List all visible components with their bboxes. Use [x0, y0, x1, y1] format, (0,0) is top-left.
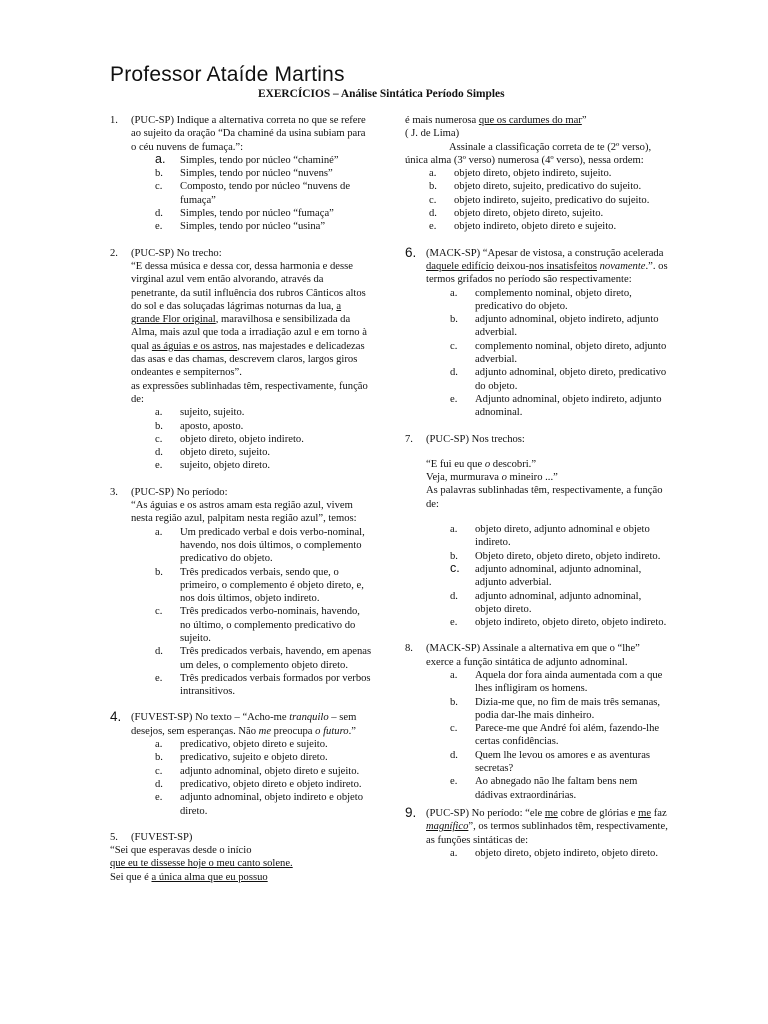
option-text: objeto direto, objeto indireto, sujeito.: [454, 168, 612, 180]
question-4: [110, 711, 372, 817]
options-list: [426, 669, 670, 802]
option-text: Um predicado verbal e dois verbo-nominal, havendo, nos dois últimos, o complemento predicativo do objeto.: [180, 526, 365, 565]
question-instruction: as expressões sublinhadas têm, respectivamente, função de:: [131, 380, 368, 405]
option: [405, 220, 670, 233]
option: [131, 778, 372, 791]
option-letter: d.: [155, 778, 163, 790]
option: [426, 366, 670, 393]
option: [426, 590, 670, 617]
question-instruction: Assinale a classificação correta de te (2º verso), única alma (3º verso) numerosa (4º verso), nessa ordem:: [405, 141, 652, 166]
option-text: adjunto adnominal, objeto direto e sujeito.: [180, 765, 360, 777]
question-number: 4.: [110, 709, 122, 725]
option: [131, 459, 372, 472]
question-6: [405, 244, 670, 420]
option-letter: a.: [155, 526, 163, 538]
option-text: predicativo, sujeito e objeto direto.: [180, 752, 328, 764]
page-subtitle: EXERCÍCIOS – Análise Sintática Período Simples: [258, 88, 505, 100]
option: [131, 672, 372, 699]
spacer: [426, 511, 670, 523]
left-column: [110, 114, 372, 897]
option-letter: a.: [450, 669, 458, 681]
option-letter: d.: [155, 208, 163, 220]
question-instruction: As palavras sublinhadas têm, respectivamente, a função de:: [426, 485, 663, 510]
option: [426, 523, 670, 550]
italic-term: o: [484, 458, 491, 470]
option: [405, 167, 670, 180]
option-letter: d.: [155, 447, 163, 459]
italic-term: me: [258, 725, 272, 737]
question-number: 8.: [405, 643, 413, 655]
right-column: [405, 114, 670, 873]
underlined-term: magnífico: [426, 821, 469, 833]
option-text: predicativo, objeto direto e objeto indireto.: [180, 778, 362, 790]
question-stem: (PUC-SP) No período:: [131, 486, 228, 498]
options-list: [426, 287, 670, 420]
question-heading: [110, 831, 372, 844]
question-stem: [426, 247, 670, 287]
option: [131, 751, 372, 764]
options-list: [131, 526, 372, 699]
stem-text: .”. os termos grifados no período são respectivamente:: [426, 260, 668, 286]
stem-text: ”, os termos sublinhados têm, respectivamente, as funções sintáticas de:: [426, 821, 668, 846]
option: [131, 645, 372, 672]
option-letter: c.: [429, 194, 437, 206]
option: [131, 406, 372, 419]
option-letter: e.: [450, 776, 458, 788]
option-letter: b.: [450, 314, 458, 326]
option-text: Simples, tendo por núcleo “nuvens”: [180, 168, 333, 180]
question-9: [405, 804, 670, 860]
question-8: [405, 642, 670, 802]
option-text: objeto direto, sujeito.: [180, 447, 271, 459]
option-text: adjunto adnominal, objeto direto, predicativo do objeto.: [475, 367, 667, 392]
option-letter: b.: [155, 420, 163, 432]
quote-line: [426, 471, 670, 484]
stem-text: (PUC-SP) No período: “ele: [426, 807, 545, 819]
option-text: Dizia-me que, no fim de mais três semanas, podia dar-lhe mais dinheiro.: [475, 696, 661, 721]
option-text: objeto direto, objeto indireto.: [180, 433, 304, 445]
option-text: Ao abnegado não lhe faltam bens nem dádivas extraordinárias.: [475, 776, 638, 801]
option-letter: d.: [429, 208, 437, 220]
option-letter: a.: [155, 407, 163, 419]
question-number: 5.: [110, 831, 118, 843]
option-text: adjunto adnominal, adjunto adnominal, objeto direto.: [475, 590, 642, 615]
option-letter: e.: [155, 792, 163, 804]
option: [426, 749, 670, 776]
option: [426, 393, 670, 420]
question-stem: (PUC-SP) Indique a alternativa correta no que se refere ao sujeito da oração “Da chaminé da usina subiam para o céu nuvens de fumaça.”:: [131, 115, 366, 153]
option: [426, 287, 670, 314]
option-letter: a.: [429, 168, 437, 180]
italic-term: novamente: [599, 260, 646, 272]
option-letter: e.: [155, 221, 163, 233]
underlined-term: as águias e os astros: [151, 340, 238, 352]
option: [131, 420, 372, 433]
verse-text: é mais numerosa: [405, 115, 479, 126]
option-letter: a.: [450, 847, 458, 859]
option-text: objeto indireto, sujeito, predicativo do sujeito.: [454, 194, 650, 206]
question-number: 9.: [405, 804, 417, 820]
option-text: predicativo, objeto direto e sujeito.: [180, 739, 328, 751]
option-letter: b.: [155, 752, 163, 764]
stem-text: .”: [348, 725, 356, 737]
underlined-term: nos insatisfeitos: [528, 260, 597, 272]
option-text: Quem lhe levou os amores e as aventuras secretas?: [475, 749, 651, 775]
underlined-term: me: [544, 807, 558, 819]
option: [426, 313, 670, 340]
option-text: Três predicados verbais formados por verbos intransitivos.: [180, 672, 371, 698]
option-letter: b.: [155, 168, 163, 180]
option-letter: c.: [155, 181, 163, 193]
question-stem: (MACK-SP) Assinale a alternativa em que o “lhe” exerce a função sintática de adjunto adnominal.: [426, 643, 640, 668]
options-list: [131, 151, 372, 234]
option-text: Três predicados verbo-nominais, havendo, no último, o complemento predicativo do sujeito.: [180, 606, 360, 644]
option: [131, 566, 372, 606]
option: [426, 722, 670, 749]
option-text: sujeito, objeto direto.: [180, 460, 271, 472]
italic-term: o: [501, 472, 507, 484]
question-2: [110, 247, 372, 473]
option-letter: b.: [429, 181, 437, 193]
spacer: [426, 446, 670, 458]
quote-text: , maravilhosa e sensibilizada da Alma, mais azul que toda a irradiação azul e em torno à qual: [131, 314, 367, 352]
italic-term: tranquilo: [289, 712, 329, 724]
option-text: Composto, tendo por núcleo “nuvens de fumaça”: [180, 181, 351, 206]
stem-text: preocupa: [271, 725, 316, 737]
option: [426, 696, 670, 723]
italic-term: o futuro: [315, 725, 349, 737]
question-number: 2.: [110, 247, 118, 259]
option-letter: a.: [450, 287, 458, 299]
option-text: complemento nominal, objeto direto, predicativo do objeto.: [475, 287, 632, 312]
option-text: adjunto adnominal, objeto indireto, adjunto adverbial.: [475, 314, 659, 339]
stem-text: cobre de glórias e: [557, 807, 639, 819]
option-letter: d.: [450, 590, 458, 602]
stem-text: – sem desejos, sem esperanças. Não: [131, 712, 357, 737]
quote-text: “E dessa música e dessa cor, dessa harmonia e desse virginal azul vem então alvorando, através da penetrante, da sutil influência dos rubros Cânticos altos do sol e das soluçadas lágrimas noturnas da lua,: [131, 260, 366, 312]
verse-text: ”: [581, 115, 587, 126]
option-letter: c.: [155, 606, 163, 618]
option: [405, 194, 670, 207]
options-list: [131, 738, 372, 818]
question-quote: “As águias e os astros amam esta região azul, vivem nesta região azul, palpitam nesta região azul”, temos:: [131, 500, 357, 525]
option: [426, 560, 670, 590]
stem-text: (FUVEST-SP) No texto – “Acho-me: [131, 712, 290, 724]
option-text: Aquela dor fora ainda aumentada com a que lhes infligiram os homens.: [475, 669, 663, 695]
option: [426, 550, 670, 563]
option: [131, 220, 372, 233]
option-text: objeto indireto, objeto direto, objeto indireto.: [475, 617, 667, 629]
option-text: Três predicados verbais, havendo, em apenas um deles, o complemento objeto direto.: [180, 646, 372, 671]
option-text: objeto direto, objeto indireto, objeto direto.: [475, 847, 658, 859]
option-text: Três predicados verbais, sendo que, o primeiro, o complemento é objeto direto, e, nos dois últimos, objeto indireto.: [180, 566, 364, 605]
option-letter: a.: [155, 151, 166, 166]
option-text: Objeto direto, objeto direto, objeto indireto.: [475, 550, 661, 562]
option: [131, 180, 372, 207]
option-text: adjunto adnominal, objeto indireto e objeto direto.: [180, 792, 363, 817]
option: [131, 791, 372, 818]
option-text: objeto direto, sujeito, predicativo do sujeito.: [454, 181, 642, 193]
option-letter: e.: [429, 221, 437, 233]
option-text: aposto, aposto.: [180, 420, 244, 432]
option-letter: d.: [450, 749, 458, 761]
option: [426, 340, 670, 367]
underlined-term: daquele edifício: [426, 260, 494, 272]
quote-line: [426, 458, 670, 471]
question-quote: [131, 260, 372, 380]
option-text: Simples, tendo por núcleo “chaminé”: [180, 154, 339, 166]
option: [405, 180, 670, 193]
option: [426, 847, 670, 860]
option: [131, 207, 372, 220]
question-stem: (PUC-SP) Nos trechos:: [426, 433, 525, 445]
option: [131, 433, 372, 446]
verse-line: [405, 114, 670, 127]
question-5-continued: [405, 114, 670, 234]
question-number: 7.: [405, 433, 413, 445]
option-letter: b.: [155, 566, 163, 578]
option: [131, 738, 372, 751]
option-text: objeto direto, objeto direto, sujeito.: [454, 208, 604, 220]
option-text: Adjunto adnominal, objeto indireto, adjunto adnominal.: [475, 393, 662, 419]
question-7: [405, 433, 670, 630]
option-text: Simples, tendo por núcleo “fumaça”: [180, 208, 334, 220]
quote-text: , nas majestades e delicadezas das asas e das chamas, descrevem claros, largos giros ondeantes e sempiternos”.: [131, 340, 365, 379]
verse-line: [110, 871, 372, 884]
stem-text: faz: [651, 807, 667, 819]
quote-text: mineiro ...”: [506, 472, 558, 484]
option-text: Parece-me que André foi além, fazendo-lhe certas confidências.: [475, 723, 660, 748]
underlined-term: me: [638, 807, 652, 819]
underlined-term: a grande Flor original: [131, 300, 342, 326]
option-letter: d.: [155, 646, 163, 658]
option-letter: a.: [155, 739, 163, 751]
option-text: objeto indireto, objeto direto e sujeito.: [454, 221, 617, 233]
option-letter: a.: [450, 524, 458, 536]
question-stem: (PUC-SP) No trecho:: [131, 247, 222, 259]
option-letter: e.: [155, 460, 163, 472]
option-letter: c.: [450, 560, 460, 575]
option: [131, 167, 372, 180]
question-stem: [131, 711, 372, 738]
option-letter: e.: [450, 393, 458, 405]
quote-text: “E fui eu que: [426, 458, 485, 470]
option-letter: c.: [155, 433, 163, 445]
option-letter: d.: [450, 367, 458, 379]
option-letter: e.: [450, 617, 458, 629]
option: [426, 669, 670, 696]
option-text: Simples, tendo por núcleo “usina”: [180, 221, 326, 233]
question-number: 3.: [110, 486, 118, 498]
quote-text: descobri.”: [490, 458, 537, 470]
option: [426, 616, 670, 629]
verse-line: que eu te dissesse hoje o meu canto solene.: [110, 858, 293, 870]
option: [131, 605, 372, 645]
option-letter: b.: [450, 696, 458, 708]
stem-text: (MACK-SP) “Apesar de vistosa, a construção acelerada: [426, 247, 664, 259]
verse-author: ( J. de Lima): [405, 128, 460, 140]
page-title: Professor Ataíde Martins: [110, 63, 345, 86]
question-stem: (FUVEST-SP): [131, 831, 193, 843]
option-letter: c.: [155, 765, 163, 777]
option: [131, 151, 372, 167]
option-letter: c.: [450, 723, 458, 735]
question-1: [110, 114, 372, 234]
option: [131, 446, 372, 459]
verse-line: “Sei que esperavas desde o início: [110, 845, 252, 857]
option: [426, 775, 670, 802]
stem-text: deixou-: [493, 260, 529, 272]
verse-text: Sei que é: [110, 871, 152, 883]
question-5: [110, 831, 372, 884]
option-text: complemento nominal, objeto direto, adjunto adverbial.: [475, 340, 667, 366]
options-list: [405, 167, 670, 233]
options-list: [426, 523, 670, 629]
question-number: 1.: [110, 115, 118, 126]
option-text: sujeito, sujeito.: [180, 407, 245, 419]
option-letter: e.: [155, 672, 163, 684]
question-number: 6.: [405, 244, 417, 260]
option: [131, 765, 372, 778]
option-text: adjunto adnominal, adjunto adnominal, adjunto adverbial.: [475, 563, 642, 589]
underlined-term: que os cardumes do mar: [478, 115, 582, 126]
option: [405, 207, 670, 220]
underlined-term: a única alma que eu possuo: [151, 871, 268, 883]
option-letter: c.: [450, 340, 458, 352]
question-stem: [426, 807, 670, 847]
options-list: [426, 847, 670, 860]
option-text: objeto direto, adjunto adnominal e objeto indireto.: [475, 524, 650, 549]
quote-text: Veja, murmurava: [426, 472, 502, 484]
options-list: [131, 406, 372, 472]
option: [131, 526, 372, 566]
question-3: [110, 486, 372, 699]
option-letter: b.: [450, 550, 458, 562]
